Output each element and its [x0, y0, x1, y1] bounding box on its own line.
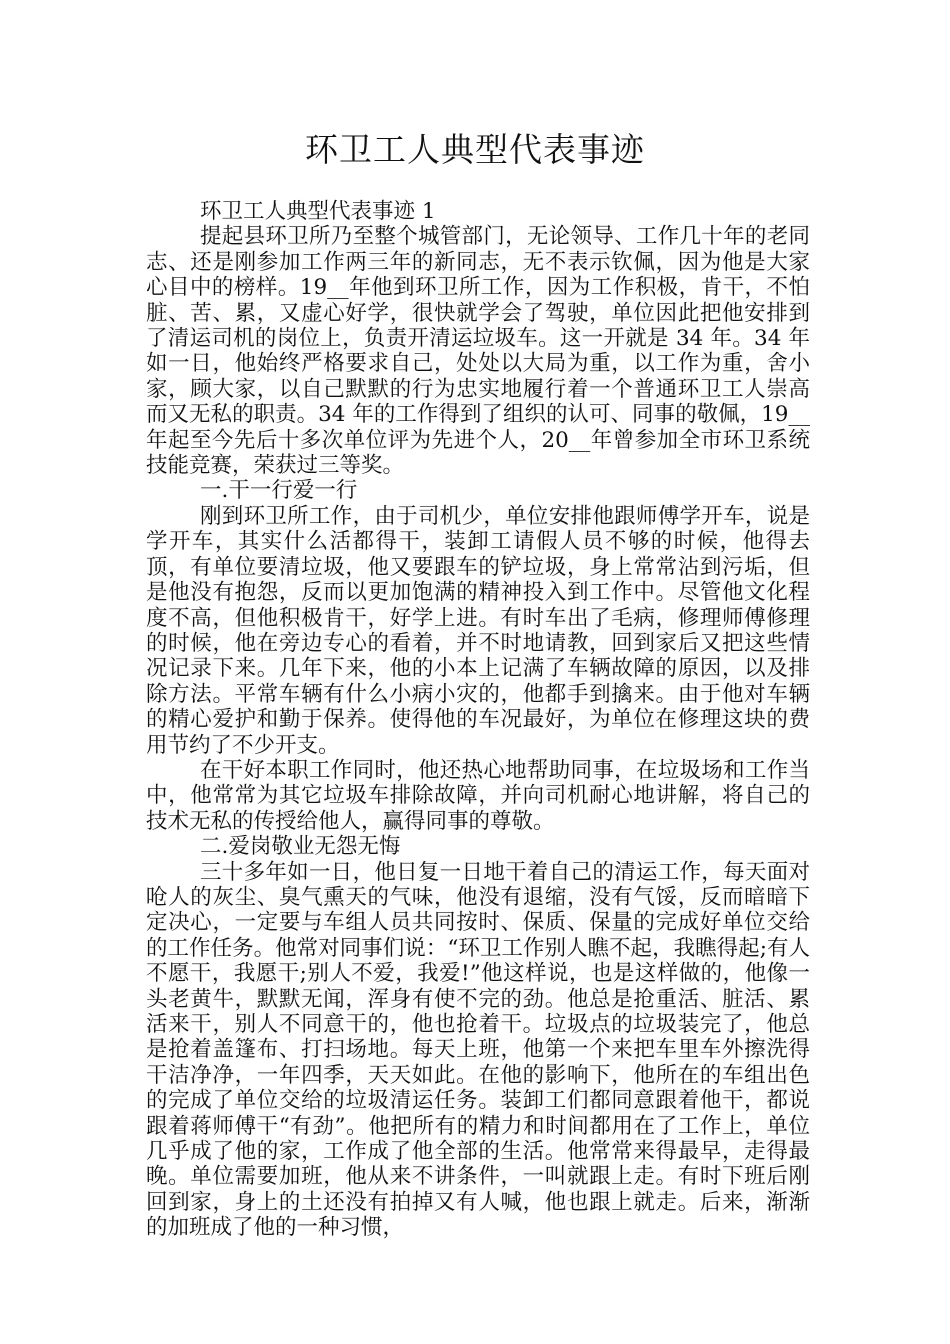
- page-title: 环卫工人典型代表事迹: [305, 130, 645, 169]
- subheading-3: 二.爱岗敬业无怨无悔: [200, 834, 401, 860]
- subheading-1: 环卫工人典型代表事迹 1: [200, 199, 436, 224]
- paragraph-2: 刚到环卫所工作，由于司机少，单位安排他跟师傅学开车，说是学开车，其实什么活都得干，装卸工请假人员不够的时候，他得去顶，有单位要清垃圾，他又要跟车的铲垃圾，身上常常沾到污垢，但是他没有抱怨，反而以更加饱满的精神投入到工作中。尽管他文化程度不高，但他积极肯干，好学上进。有时车出了毛病，修理师傅修理的时候，他在旁边专心的看着，并不时地请教，回到家后又把这些情况记录下来。几年下来，他的小本上记满了车辆故障的原因，以及排除方法。平常车辆有什么小病小灾的，他都手到擒来。由于他对车辆的精心爱护和勤于保养。使得他的车况最好，为单位在修理这块的费用节约了不少开支。: [146, 503, 810, 758]
- paragraph-4: 三十多年如一日，他日复一日地干着自己的清运工作，每天面对呛人的灰尘、臭气熏天的气味，他没有退缩，没有气馁，反而暗暗下定决心，一定要与车组人员共同按时、保质、保量的完成好单位交给的工作任务。他常对同事们说：“环卫工作别人瞧不起，我瞧得起;有人不愿干，我愿干;别人不爱，我爱!”他这样说，也是这样做的，他像一头老黄牛，默默无闻，浑身有使不完的劲。他总是抢重活、脏活、累活来干，别人不同意干的，他也抢着干。垃圾点的垃圾装完了，他总是抢着盖篷布、打扫场地。每天上班，他第一个来把车里车外擦洗得干洁净净，一年四季，天天如此。在他的影响下，他所在的车组出色的完成了单位交给的垃圾清运任务。装卸工们都同意跟着他干，都说跟着蒋师傅干“有劲”。他把所有的精力和时间都用在了工作上，单位几乎成了他的家，工作成了他全部的生活。他常常来得最早，走得最晚。单位需要加班，他从来不讲条件，一叫就跟上走。有时下班后刚回到家，身上的土还没有拍掉又有人喊，他也跟上就走。后来，渐渐的加班成了他的一种习惯，: [146, 859, 810, 1241]
- subheading-2: 一.干一行爱一行: [200, 478, 358, 504]
- document-body: [146, 199, 810, 1241]
- paragraph-3: 在干好本职工作同时，他还热心地帮助同事，在垃圾场和工作当中，他常常为其它垃圾车排除故障，并向司机耐心地讲解，将自己的技术无私的传授给他人，赢得同事的尊敬。: [146, 757, 810, 834]
- paragraph-1: 提起县环卫所乃至整个城管部门，无论领导、工作几十年的老同志、还是刚参加工作两三年的新同志，无不表示钦佩，因为他是大家心目中的榜样。19__年他到环卫所工作，因为工作积极，肯干，不怕脏、苦、累，又虚心好学，很快就学会了驾驶，单位因此把他安排到了清运司机的岗位上，负责开清运垃圾车。这一开就是 34 年。34 年如一日，他始终严格要求自己，处处以大局为重，以工作为重，舍小家，顾大家，以自己默默的行为忠实地履行着一个普通环卫工人崇高而又无私的职责。34 年的工作得到了组织的认可、同事的敬佩，19__年起至今先后十多次单位评为先进个人，20__年曾参加全市环卫系统技能竞赛，荣获过三等奖。: [146, 224, 810, 479]
